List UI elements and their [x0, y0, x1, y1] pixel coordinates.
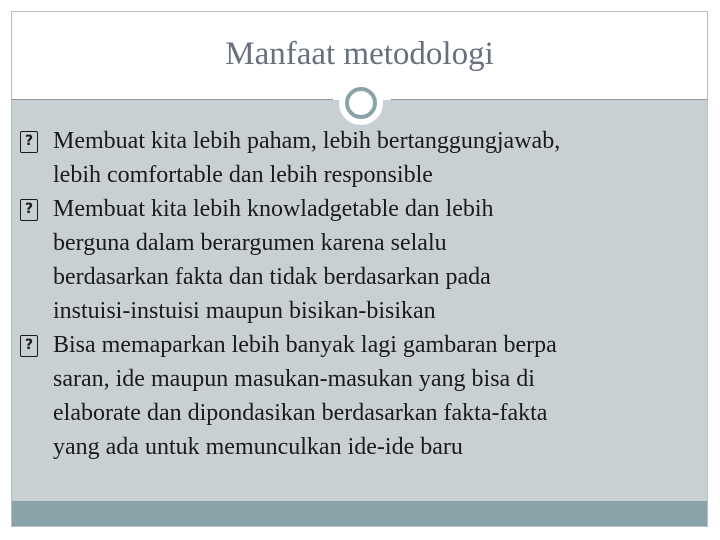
circle-ornament-icon: [339, 81, 383, 125]
bullet-line: instuisi-instuisi maupun bisikan-bisikan: [53, 298, 436, 324]
bullet-line: Bisa memaparkan lebih banyak lagi gambaran berpa: [53, 332, 557, 358]
slide-title: Manfaat metodologi: [225, 36, 494, 72]
bullet-item: [20, 328, 692, 464]
missing-glyph-bullet-icon: ?: [20, 131, 38, 153]
missing-glyph-bullet-icon: ?: [20, 335, 38, 357]
title-divider-left: [12, 99, 333, 100]
bullet-line: lebih comfortable dan lebih responsible: [53, 162, 433, 188]
bullet-line: berguna dalam berargumen karena selalu: [53, 230, 447, 256]
footer-band: [12, 501, 707, 526]
bullet-line: berdasarkan fakta dan tidak berdasarkan pada: [53, 264, 491, 290]
bullet-item: [20, 192, 692, 328]
bullet-item: [20, 124, 692, 192]
bullet-line: Membuat kita lebih knowladgetable dan lebih: [53, 196, 494, 222]
circle-ring: [345, 87, 377, 119]
bullet-list: [20, 124, 692, 464]
bullet-line: elaborate dan dipondasikan berdasarkan fakta-fakta: [53, 400, 548, 426]
bullet-line: Membuat kita lebih paham, lebih bertanggungjawab,: [53, 128, 561, 154]
missing-glyph-bullet-icon: ?: [20, 199, 38, 221]
title-divider-right: [391, 99, 708, 100]
bullet-line: saran, ide maupun masukan-masukan yang bisa di: [53, 366, 535, 392]
bullet-line: yang ada untuk memunculkan ide-ide baru: [53, 434, 463, 460]
